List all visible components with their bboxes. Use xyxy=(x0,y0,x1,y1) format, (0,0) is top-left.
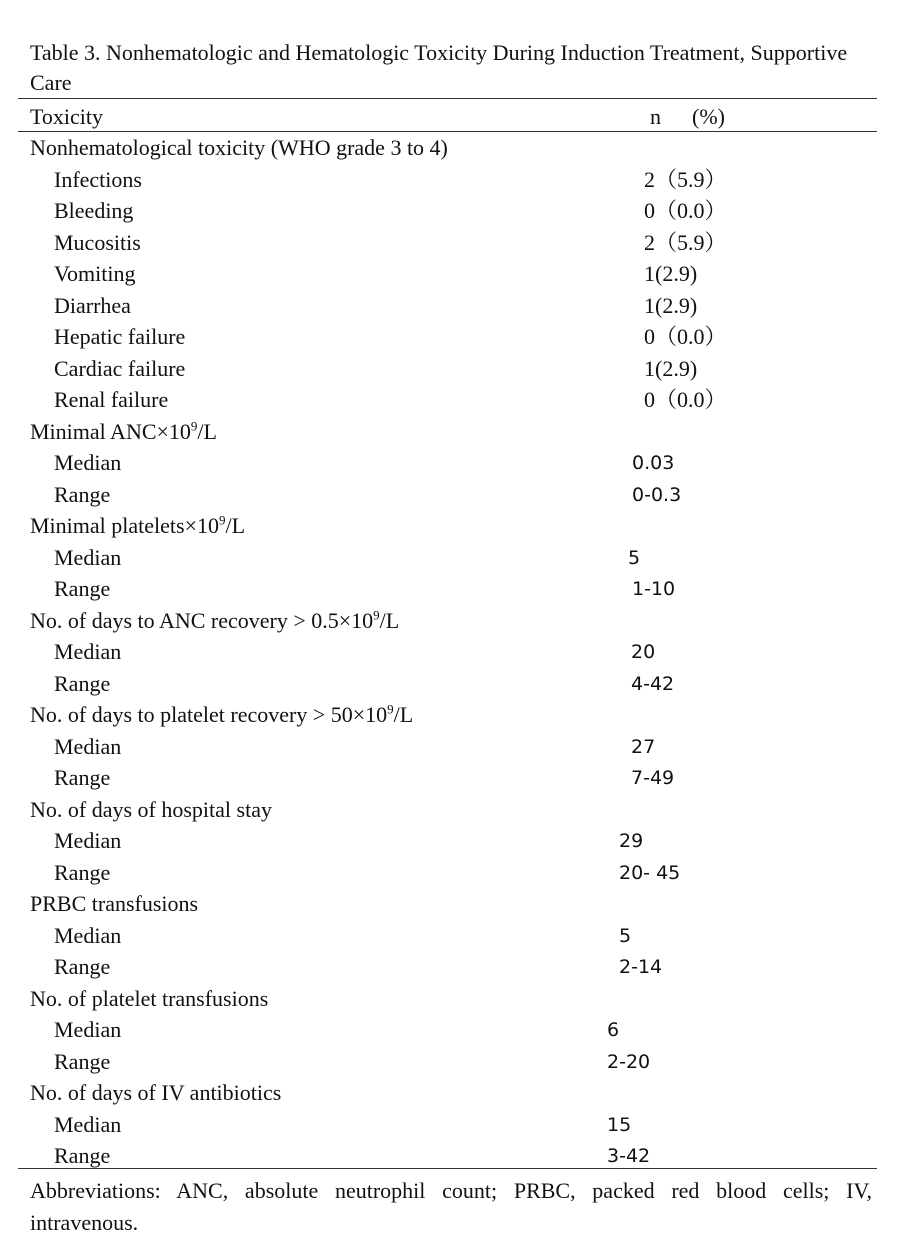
row-label: Median xyxy=(54,1111,122,1137)
row-value: 2（5.9） xyxy=(644,229,727,255)
section-heading-text: No. of days to platelet recovery > 50×10 xyxy=(30,702,388,727)
table-row xyxy=(0,669,908,701)
row-label: Median xyxy=(54,922,122,948)
row-value: 1(2.9) xyxy=(644,261,698,286)
row-value: 2（5.9） xyxy=(644,166,727,192)
column-header-toxicity: Toxicity xyxy=(30,104,104,129)
table-row xyxy=(0,291,908,323)
section-heading xyxy=(30,417,217,447)
row-label: Cardiac failure xyxy=(54,355,186,381)
row-label: Range xyxy=(54,765,111,790)
row-value: 0（0.0） xyxy=(644,198,727,223)
row-label: Range xyxy=(54,670,111,696)
table-row xyxy=(0,1047,908,1079)
table-row xyxy=(0,1110,908,1142)
table-row xyxy=(0,732,908,764)
section-heading-text: Minimal platelets×10 xyxy=(30,513,219,538)
section-heading-row xyxy=(0,133,908,165)
row-label: Diarrhea xyxy=(54,292,131,318)
row-label: Median xyxy=(54,544,122,570)
exponent-superscript: 9 xyxy=(387,701,394,717)
row-value: 6 xyxy=(607,1019,620,1041)
row-label: Median xyxy=(54,450,122,475)
section-heading-row xyxy=(0,511,908,543)
table-row xyxy=(0,952,908,984)
row-label: Infections xyxy=(54,166,142,192)
row-value: 0-0.3 xyxy=(632,483,682,506)
row-label: Vomiting xyxy=(54,261,136,286)
row-label: Range xyxy=(54,576,111,601)
row-label: Renal failure xyxy=(54,387,169,412)
row-value: 2-14 xyxy=(619,956,663,978)
row-value: 5 xyxy=(619,924,632,947)
table-row xyxy=(0,480,908,512)
row-label: Median xyxy=(54,733,122,759)
row-label: Median xyxy=(54,828,122,853)
unit-suffix: /L xyxy=(393,702,414,727)
section-heading xyxy=(30,700,413,730)
row-label: Median xyxy=(54,639,122,664)
row-value: 5 xyxy=(628,546,641,569)
table-row xyxy=(0,826,908,858)
table-row xyxy=(0,921,908,953)
row-value: 20 xyxy=(631,641,656,663)
column-header-n: n xyxy=(650,104,661,129)
section-heading-row xyxy=(0,700,908,732)
section-heading xyxy=(30,606,399,636)
row-value: 1(2.9) xyxy=(644,355,698,381)
table-row xyxy=(0,448,908,480)
section-heading-text: Minimal ANC×10 xyxy=(30,418,191,444)
row-label: Range xyxy=(54,481,111,507)
table-row xyxy=(0,354,908,386)
section-heading-row xyxy=(0,984,908,1016)
unit-suffix: /L xyxy=(197,418,217,444)
row-value: 3-42 xyxy=(607,1145,651,1167)
section-heading xyxy=(30,511,245,541)
table-row xyxy=(0,763,908,795)
table-row xyxy=(0,858,908,890)
table-caption: Table 3. Nonhematologic and Hematologic Toxicity During Induction Treatment, Supportive Care xyxy=(30,40,848,95)
header-rule xyxy=(18,131,877,132)
unit-suffix: /L xyxy=(225,513,246,538)
row-value: 4-42 xyxy=(631,672,675,695)
row-value: 15 xyxy=(607,1113,632,1136)
section-heading: No. of platelet transfusions xyxy=(30,985,269,1011)
row-label: Range xyxy=(54,1143,111,1168)
row-value: 1(2.9) xyxy=(644,292,698,318)
section-heading-text: No. of days to ANC recovery > 0.5×10 xyxy=(30,607,374,633)
top-rule xyxy=(18,98,877,99)
table-row xyxy=(0,543,908,575)
row-value: 0（0.0） xyxy=(644,387,727,412)
row-value: 2-20 xyxy=(607,1050,651,1073)
section-heading-row xyxy=(0,606,908,638)
table-row xyxy=(0,259,908,291)
unit-suffix: /L xyxy=(379,607,400,633)
table-row xyxy=(0,1015,908,1047)
row-value: 0.03 xyxy=(632,452,675,474)
bottom-rule xyxy=(18,1168,877,1169)
row-label: Mucositis xyxy=(54,229,141,255)
row-label: Hepatic failure xyxy=(54,324,186,349)
section-heading: PRBC transfusions xyxy=(30,891,199,916)
section-heading-row xyxy=(0,417,908,449)
table-row xyxy=(0,637,908,669)
exponent-superscript: 9 xyxy=(219,512,226,528)
table-row xyxy=(0,574,908,606)
section-heading: Nonhematological toxicity (WHO grade 3 to 4) xyxy=(30,135,448,160)
section-heading: No. of days of IV antibiotics xyxy=(30,1080,282,1105)
row-label: Median xyxy=(54,1017,122,1042)
table-row xyxy=(0,165,908,197)
row-label: Range xyxy=(54,954,111,979)
section-heading-row xyxy=(0,1078,908,1110)
row-value: 20- 45 xyxy=(619,861,681,884)
row-label: Range xyxy=(54,859,111,885)
table-row xyxy=(0,322,908,354)
section-heading-row xyxy=(0,889,908,921)
table-footnote: Abbreviations: ANC, absolute neutrophil count; PRBC, packed red blood cells; IV, intravenous. xyxy=(30,1178,872,1235)
row-value: 29 xyxy=(619,830,644,852)
table-row xyxy=(0,228,908,260)
row-value: 0（0.0） xyxy=(644,324,727,349)
row-value: 7-49 xyxy=(631,767,675,789)
section-heading-row xyxy=(0,795,908,827)
row-value: 1-10 xyxy=(632,578,676,600)
exponent-superscript: 9 xyxy=(190,418,198,434)
row-label: Bleeding xyxy=(54,198,134,223)
exponent-superscript: 9 xyxy=(373,607,380,623)
table-row xyxy=(0,196,908,228)
table-row xyxy=(0,385,908,417)
row-value: 27 xyxy=(631,735,656,758)
column-header-percent: (%) xyxy=(692,104,725,129)
section-heading: No. of days of hospital stay xyxy=(30,796,272,822)
row-label: Range xyxy=(54,1048,111,1074)
table-header-row xyxy=(0,102,908,134)
